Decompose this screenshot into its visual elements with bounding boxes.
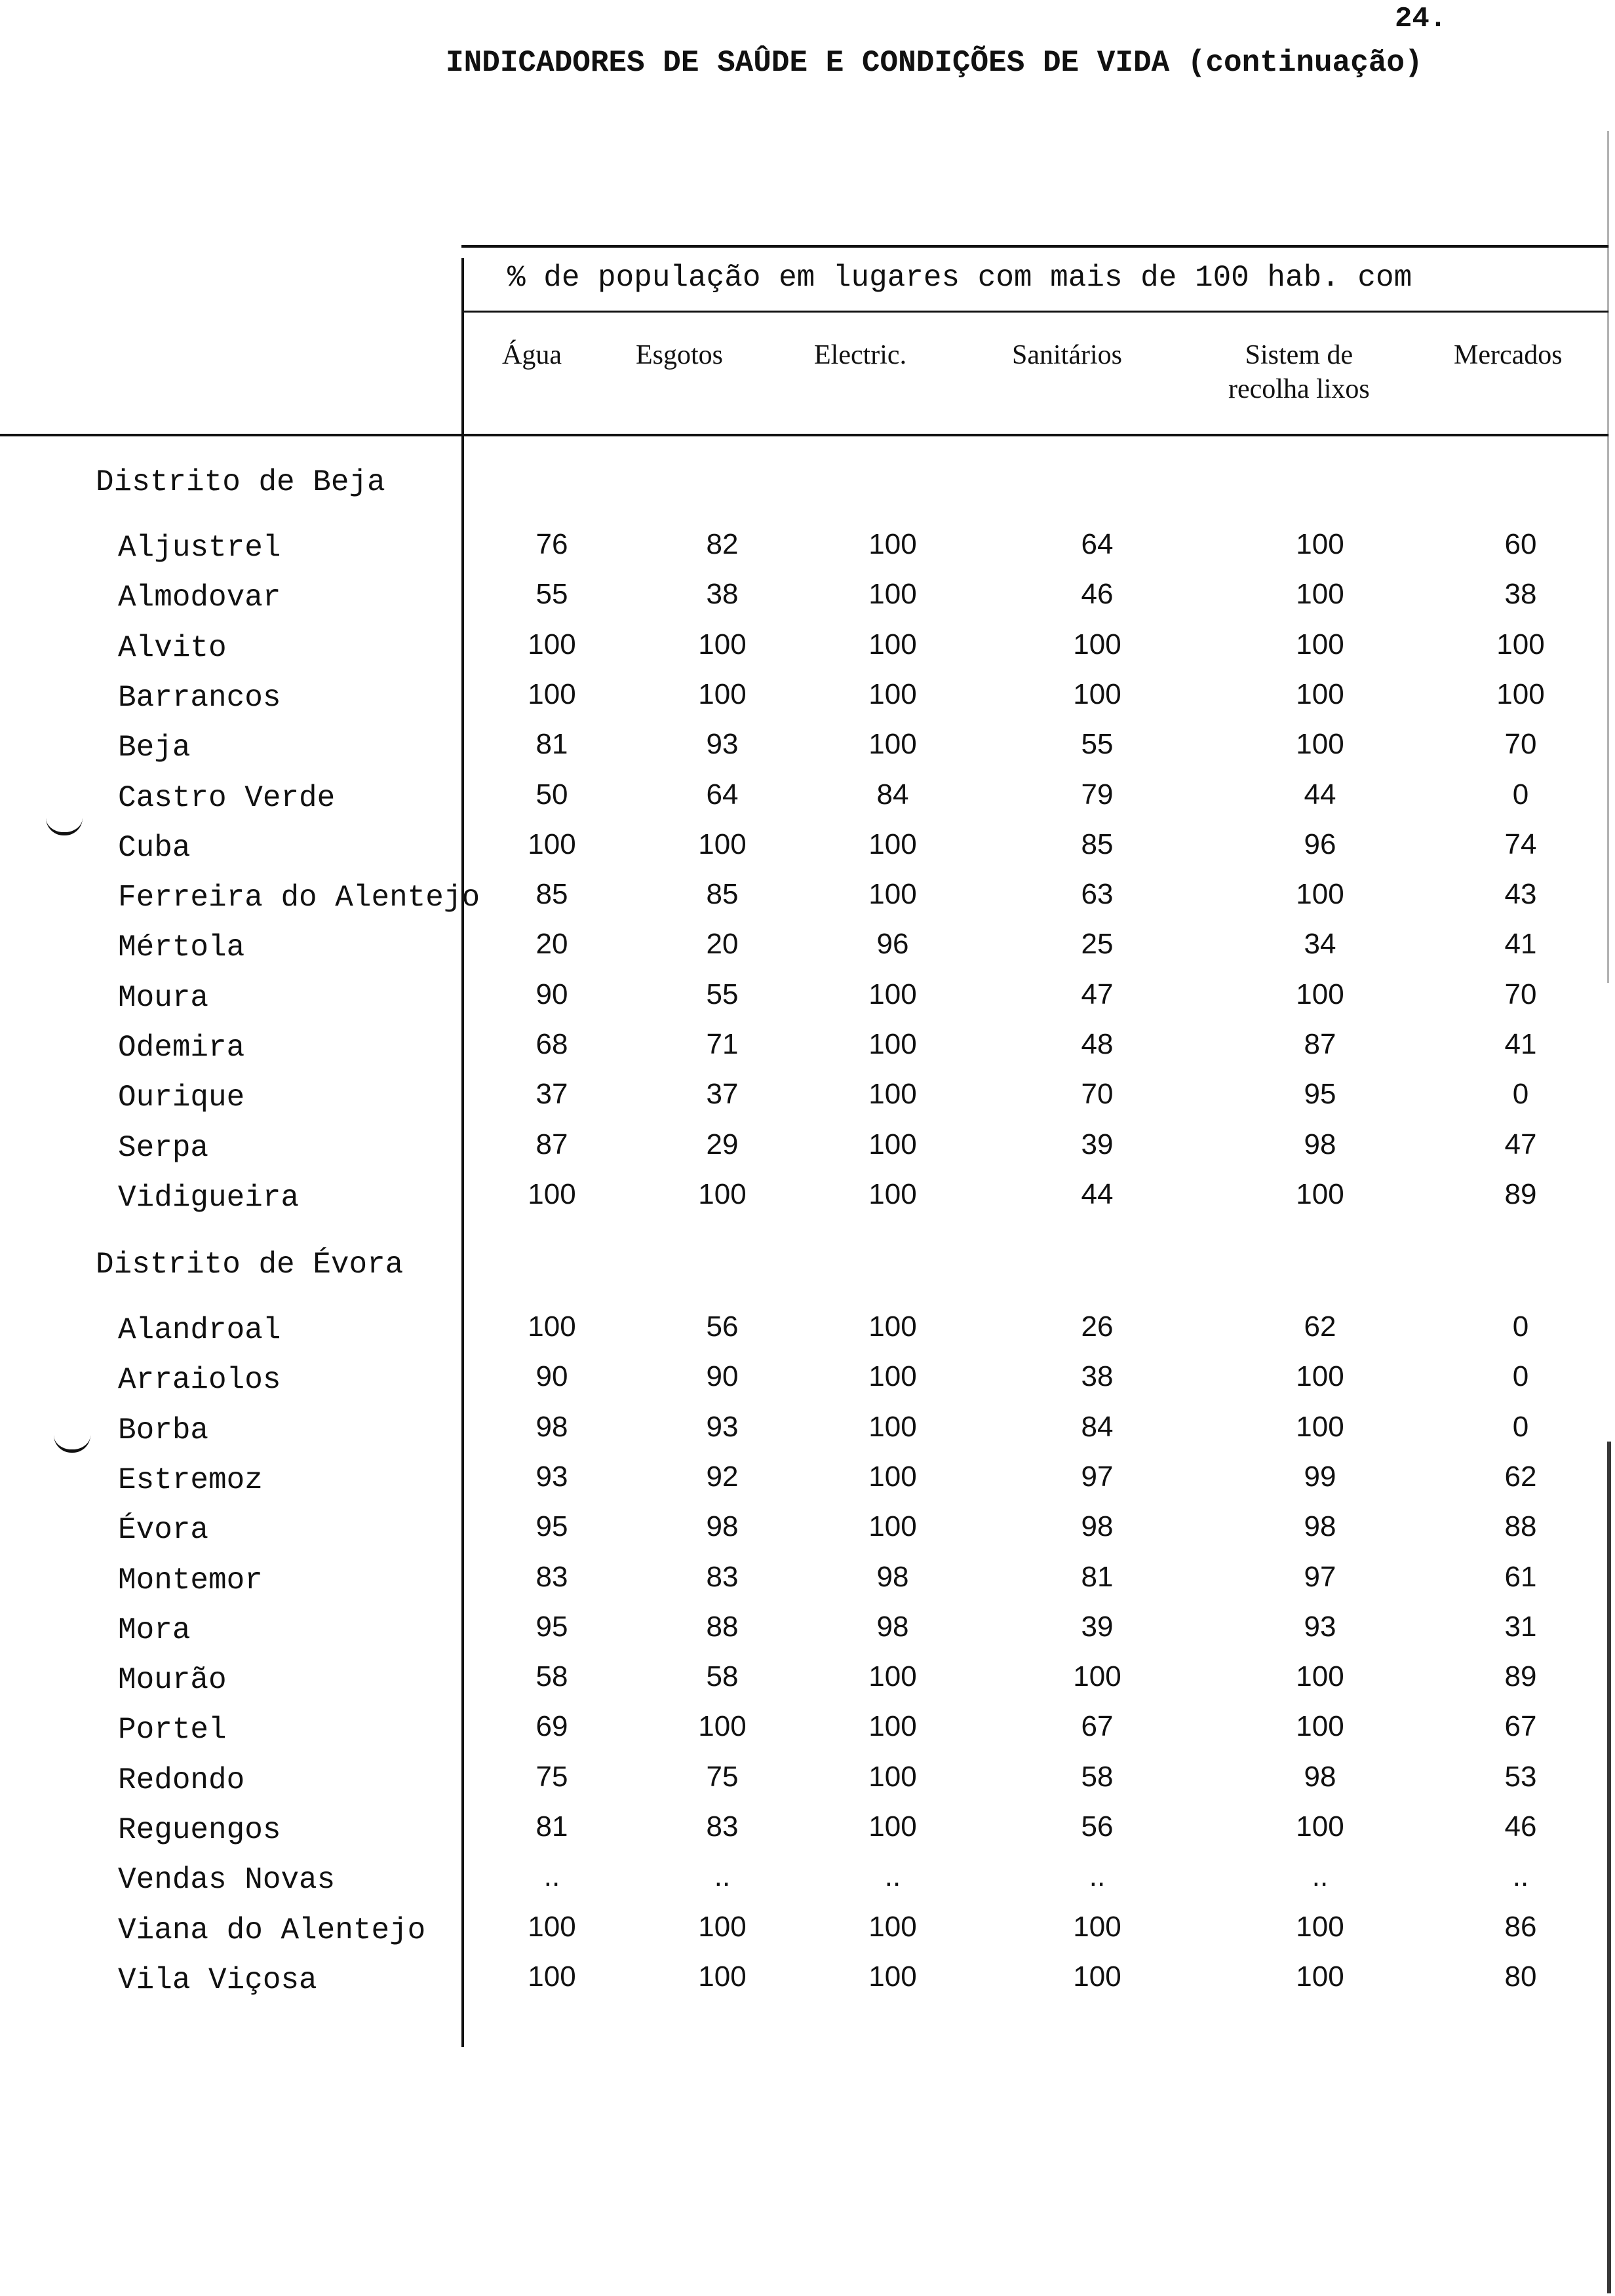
table-cell: 83 [706, 1560, 739, 1593]
table-cell: 58 [706, 1660, 739, 1693]
table-cell: 48 [1081, 1028, 1114, 1060]
table-cell: 97 [1304, 1560, 1336, 1593]
table-cell: 100 [868, 1510, 917, 1543]
district-heading: Distrito de Beja [96, 465, 385, 499]
table-cell: 99 [1304, 1460, 1336, 1493]
table-cell: 100 [868, 628, 917, 660]
table-row [0, 1077, 1615, 1126]
row-label: Reguengos [118, 1813, 281, 1847]
row-label: Borba [118, 1413, 209, 1447]
row-label: Serpa [118, 1130, 209, 1165]
table-cell: 100 [1296, 1810, 1344, 1843]
table-cell: .. [1512, 1860, 1529, 1893]
table-row [0, 1559, 1615, 1609]
table-cell: 96 [1304, 828, 1336, 860]
table-cell: 41 [1504, 1028, 1537, 1060]
table-cell: 55 [535, 578, 568, 611]
table-cell: 0 [1512, 1311, 1529, 1343]
table-cell: 100 [1073, 1960, 1121, 1993]
col-header-electric: Electric. [814, 340, 907, 370]
table-cell: 56 [1081, 1810, 1114, 1843]
table-cell: 89 [1504, 1177, 1537, 1210]
table-cell: 46 [1081, 578, 1114, 611]
table-cell: 100 [868, 978, 917, 1010]
table-cell: 100 [868, 1810, 917, 1843]
table-cell: 100 [868, 1078, 917, 1111]
table-cell: 100 [1496, 628, 1545, 660]
table-cell: 100 [1496, 678, 1545, 710]
table-cell: 93 [706, 1410, 739, 1443]
table-cell: 100 [868, 728, 917, 761]
table-cell: 92 [706, 1460, 739, 1493]
table-cell: 63 [1081, 878, 1114, 911]
table-row [0, 1177, 1615, 1227]
table-cell: 100 [528, 628, 576, 660]
table-cell: 100 [698, 1710, 747, 1743]
table-cell: 93 [706, 728, 739, 761]
row-label: Arraiolos [118, 1363, 281, 1398]
row-label: Mértola [118, 930, 245, 965]
col-header-sanitarios: Sanitários [1012, 340, 1122, 370]
table-cell: 26 [1081, 1311, 1114, 1343]
row-label: Aljustrel [118, 531, 281, 565]
table-cell: 100 [868, 578, 917, 611]
row-label: Mourão [118, 1663, 227, 1698]
table-cell: 100 [1296, 1410, 1344, 1443]
table-cell: 38 [1504, 578, 1537, 611]
col-header-mercados: Mercados [1454, 340, 1563, 370]
col-header-sistem-recolha-lixos: Sistem de recolha lixos [1228, 340, 1370, 404]
table-cell: 95 [1304, 1078, 1336, 1111]
table-cell: 100 [868, 1960, 917, 1993]
table-cell: 56 [706, 1311, 739, 1343]
row-label: Ferreira do Alentejo [118, 881, 480, 915]
table-cell: 20 [535, 928, 568, 961]
table-cell: 100 [1296, 1177, 1344, 1210]
table-cell: 100 [868, 1410, 917, 1443]
table-cell: 34 [1304, 928, 1336, 961]
table-cell: 87 [1304, 1028, 1336, 1060]
table-cell: 47 [1081, 978, 1114, 1010]
table-cell: 41 [1504, 928, 1537, 961]
table-cell: 46 [1504, 1810, 1537, 1843]
table-cell: 97 [1081, 1460, 1114, 1493]
table-cell: 58 [535, 1660, 568, 1693]
table-cell: 100 [698, 628, 747, 660]
table-cell: 50 [535, 778, 568, 811]
table-row [0, 527, 1615, 577]
table-row [0, 1809, 1615, 1859]
table-cell: 90 [706, 1360, 739, 1393]
row-label: Vidigueira [118, 1180, 300, 1215]
table-cell: 100 [1073, 1910, 1121, 1943]
table-cell: 100 [868, 1660, 917, 1693]
table-row [0, 1959, 1615, 2009]
table-cell: 100 [1296, 878, 1344, 911]
table-cell: 88 [1504, 1510, 1537, 1543]
row-label: Barrancos [118, 680, 281, 715]
table-row [0, 1459, 1615, 1509]
table-cell: 100 [528, 1910, 576, 1943]
table-cell: 20 [706, 928, 739, 961]
table-cell: 98 [1304, 1760, 1336, 1793]
table-cell: 100 [868, 1910, 917, 1943]
table-cell: 100 [868, 1710, 917, 1743]
table-cell: 67 [1081, 1710, 1114, 1743]
table-cell: 100 [1296, 628, 1344, 660]
table-cell: 95 [535, 1510, 568, 1543]
table-cell: 81 [1081, 1560, 1114, 1593]
table-cell: 95 [535, 1610, 568, 1643]
table-row [0, 827, 1615, 877]
row-label: Odemira [118, 1031, 245, 1065]
table-cell: 100 [698, 1177, 747, 1210]
table-cell: 0 [1512, 1410, 1529, 1443]
district-heading-row [0, 1244, 1615, 1293]
table-cell: 100 [868, 828, 917, 860]
table-cell: 55 [1081, 728, 1114, 761]
table-row [0, 1859, 1615, 1909]
table-cell: 100 [868, 1177, 917, 1210]
table-cell: 93 [535, 1460, 568, 1493]
table-cell: 69 [535, 1710, 568, 1743]
table-row [0, 1027, 1615, 1077]
table-cell: 47 [1504, 1128, 1537, 1160]
table-cell: 76 [535, 528, 568, 560]
table-cell: 100 [1296, 678, 1344, 710]
table-row [0, 1659, 1615, 1709]
table-cell: 100 [528, 678, 576, 710]
table-cell: 100 [868, 1028, 917, 1060]
row-label: Alvito [118, 630, 227, 665]
table-cell: 38 [1081, 1360, 1114, 1393]
table-cell: 100 [698, 1960, 747, 1993]
table-cell: 100 [868, 878, 917, 911]
table-cell: 100 [1296, 1710, 1344, 1743]
row-label: Ourique [118, 1081, 245, 1115]
table-cell: 67 [1504, 1710, 1537, 1743]
table-cell: 53 [1504, 1760, 1537, 1793]
table-cell: 85 [1081, 828, 1114, 860]
row-label: Portel [118, 1713, 227, 1748]
table-cell: 81 [535, 1810, 568, 1843]
table-cell: 100 [1296, 978, 1344, 1010]
row-label: Redondo [118, 1763, 245, 1797]
table-cell: 75 [706, 1760, 739, 1793]
table-cell: 80 [1504, 1960, 1537, 1993]
table-cell: 100 [868, 1760, 917, 1793]
table-cell: 70 [1081, 1078, 1114, 1111]
table-cell: 98 [876, 1560, 909, 1593]
table-cell: 98 [1081, 1510, 1114, 1543]
table-cell: 70 [1504, 978, 1537, 1010]
column-group-header: % de população em lugares com mais de 100 hab. com [507, 261, 1412, 295]
table-cell: .. [543, 1860, 560, 1893]
table-cell: 100 [1073, 1660, 1121, 1693]
table-cell: 100 [1296, 528, 1344, 560]
row-label: Castro Verde [118, 780, 336, 815]
table-row [0, 1409, 1615, 1459]
table-cell: 100 [1073, 628, 1121, 660]
table-cell: 100 [698, 1910, 747, 1943]
table-cell: 84 [1081, 1410, 1114, 1443]
table-cell: 100 [1296, 1660, 1344, 1693]
table-cell: 43 [1504, 878, 1537, 911]
row-label: Vila Viçosa [118, 1962, 317, 1997]
table-row [0, 727, 1615, 776]
table-cell: 90 [535, 978, 568, 1010]
table-cell: 83 [706, 1810, 739, 1843]
table-cell: 100 [528, 1177, 576, 1210]
table-cell: 81 [535, 728, 568, 761]
col-header-esgotos: Esgotos [636, 340, 724, 370]
table-row [0, 577, 1615, 626]
table-row [0, 777, 1615, 827]
table-row [0, 677, 1615, 727]
table-row [0, 1359, 1615, 1409]
table-cell: 83 [535, 1560, 568, 1593]
table-row [0, 977, 1615, 1027]
table-cell: 100 [868, 528, 917, 560]
table-cell: 100 [1296, 1360, 1344, 1393]
table-row [0, 877, 1615, 927]
table-cell: 39 [1081, 1610, 1114, 1643]
table-cell: 100 [868, 1460, 917, 1493]
table-cell: 100 [1296, 1960, 1344, 1993]
table-cell: .. [1089, 1860, 1106, 1893]
table-cell: 70 [1504, 728, 1537, 761]
table-cell: 31 [1504, 1610, 1537, 1643]
table-row [0, 1127, 1615, 1177]
table-cell: 29 [706, 1128, 739, 1160]
table-cell: 44 [1081, 1177, 1114, 1210]
district-heading-row [0, 461, 1615, 511]
table-row [0, 1909, 1615, 1959]
table-cell: .. [714, 1860, 731, 1893]
table-cell: 64 [1081, 528, 1114, 560]
table-cell: 58 [1081, 1760, 1114, 1793]
table-cell: 62 [1304, 1311, 1336, 1343]
table-cell: 100 [528, 1311, 576, 1343]
col-header-agua: Água [502, 340, 562, 370]
table-cell: .. [1312, 1860, 1329, 1893]
table-cell: 37 [535, 1078, 568, 1111]
table-row [0, 627, 1615, 677]
row-label: Alandroal [118, 1313, 281, 1347]
table-cell: 0 [1512, 1360, 1529, 1393]
row-label: Viana do Alentejo [118, 1913, 426, 1947]
table-cell: 61 [1504, 1560, 1537, 1593]
table-cell: 88 [706, 1610, 739, 1643]
table-cell: 89 [1504, 1660, 1537, 1693]
row-label: Moura [118, 980, 209, 1015]
table-cell: 100 [1296, 1910, 1344, 1943]
table-cell: .. [884, 1860, 901, 1893]
table-cell: 93 [1304, 1610, 1336, 1643]
table-cell: 100 [868, 1360, 917, 1393]
table-cell: 87 [535, 1128, 568, 1160]
table-cell: 100 [1296, 728, 1344, 761]
table-cell: 86 [1504, 1910, 1537, 1943]
table-row [0, 1509, 1615, 1559]
row-label: Évora [118, 1513, 209, 1548]
table-cell: 100 [868, 1128, 917, 1160]
table-cell: 44 [1304, 778, 1336, 811]
table-cell: 98 [706, 1510, 739, 1543]
district-heading: Distrito de Évora [96, 1248, 404, 1282]
row-label: Almodovar [118, 581, 281, 615]
scan-edge-line [1607, 1442, 1611, 2293]
row-label: Cuba [118, 830, 191, 865]
table-cell: 25 [1081, 928, 1114, 961]
table-row [0, 1609, 1615, 1659]
row-label: Beja [118, 731, 191, 765]
table-cell: 98 [535, 1410, 568, 1443]
table-row [0, 1309, 1615, 1359]
table-cell: 0 [1512, 1078, 1529, 1111]
table-row [0, 1709, 1615, 1759]
table-cell: 68 [535, 1028, 568, 1060]
table-cell: 60 [1504, 528, 1537, 560]
scan-edge-line [1607, 131, 1609, 983]
table-row [0, 1759, 1615, 1809]
table-cell: 39 [1081, 1128, 1114, 1160]
table-cell: 55 [706, 978, 739, 1010]
table-row [0, 927, 1615, 976]
table-cell: 100 [698, 828, 747, 860]
table-cell: 100 [868, 1311, 917, 1343]
table-cell: 85 [535, 878, 568, 911]
table-cell: 98 [876, 1610, 909, 1643]
row-label: Mora [118, 1613, 191, 1647]
table-cell: 71 [706, 1028, 739, 1060]
table-cell: 96 [876, 928, 909, 961]
row-label: Vendas Novas [118, 1863, 336, 1898]
table-cell: 75 [535, 1760, 568, 1793]
table-cell: 64 [706, 778, 739, 811]
table-cell: 98 [1304, 1128, 1336, 1160]
table-cell: 100 [1073, 678, 1121, 710]
table-cell: 100 [528, 1960, 576, 1993]
page-title: INDICADORES DE SAÛDE E CONDIÇÕES DE VIDA (continuação) [446, 46, 1423, 80]
table-cell: 79 [1081, 778, 1114, 811]
table-cell: 0 [1512, 778, 1529, 811]
table-cell: 85 [706, 878, 739, 911]
table-cell: 100 [868, 678, 917, 710]
table-cell: 90 [535, 1360, 568, 1393]
row-label: Montemor [118, 1563, 263, 1598]
table-cell: 98 [1304, 1510, 1336, 1543]
table-cell: 74 [1504, 828, 1537, 860]
table-cell: 38 [706, 578, 739, 611]
table-cell: 100 [528, 828, 576, 860]
page-number: 24. [1395, 3, 1447, 35]
row-label: Estremoz [118, 1463, 263, 1497]
table-cell: 84 [876, 778, 909, 811]
table-cell: 82 [706, 528, 739, 560]
table-cell: 37 [706, 1078, 739, 1111]
table-cell: 100 [698, 678, 747, 710]
table-cell: 100 [1296, 578, 1344, 611]
table-cell: 62 [1504, 1460, 1537, 1493]
